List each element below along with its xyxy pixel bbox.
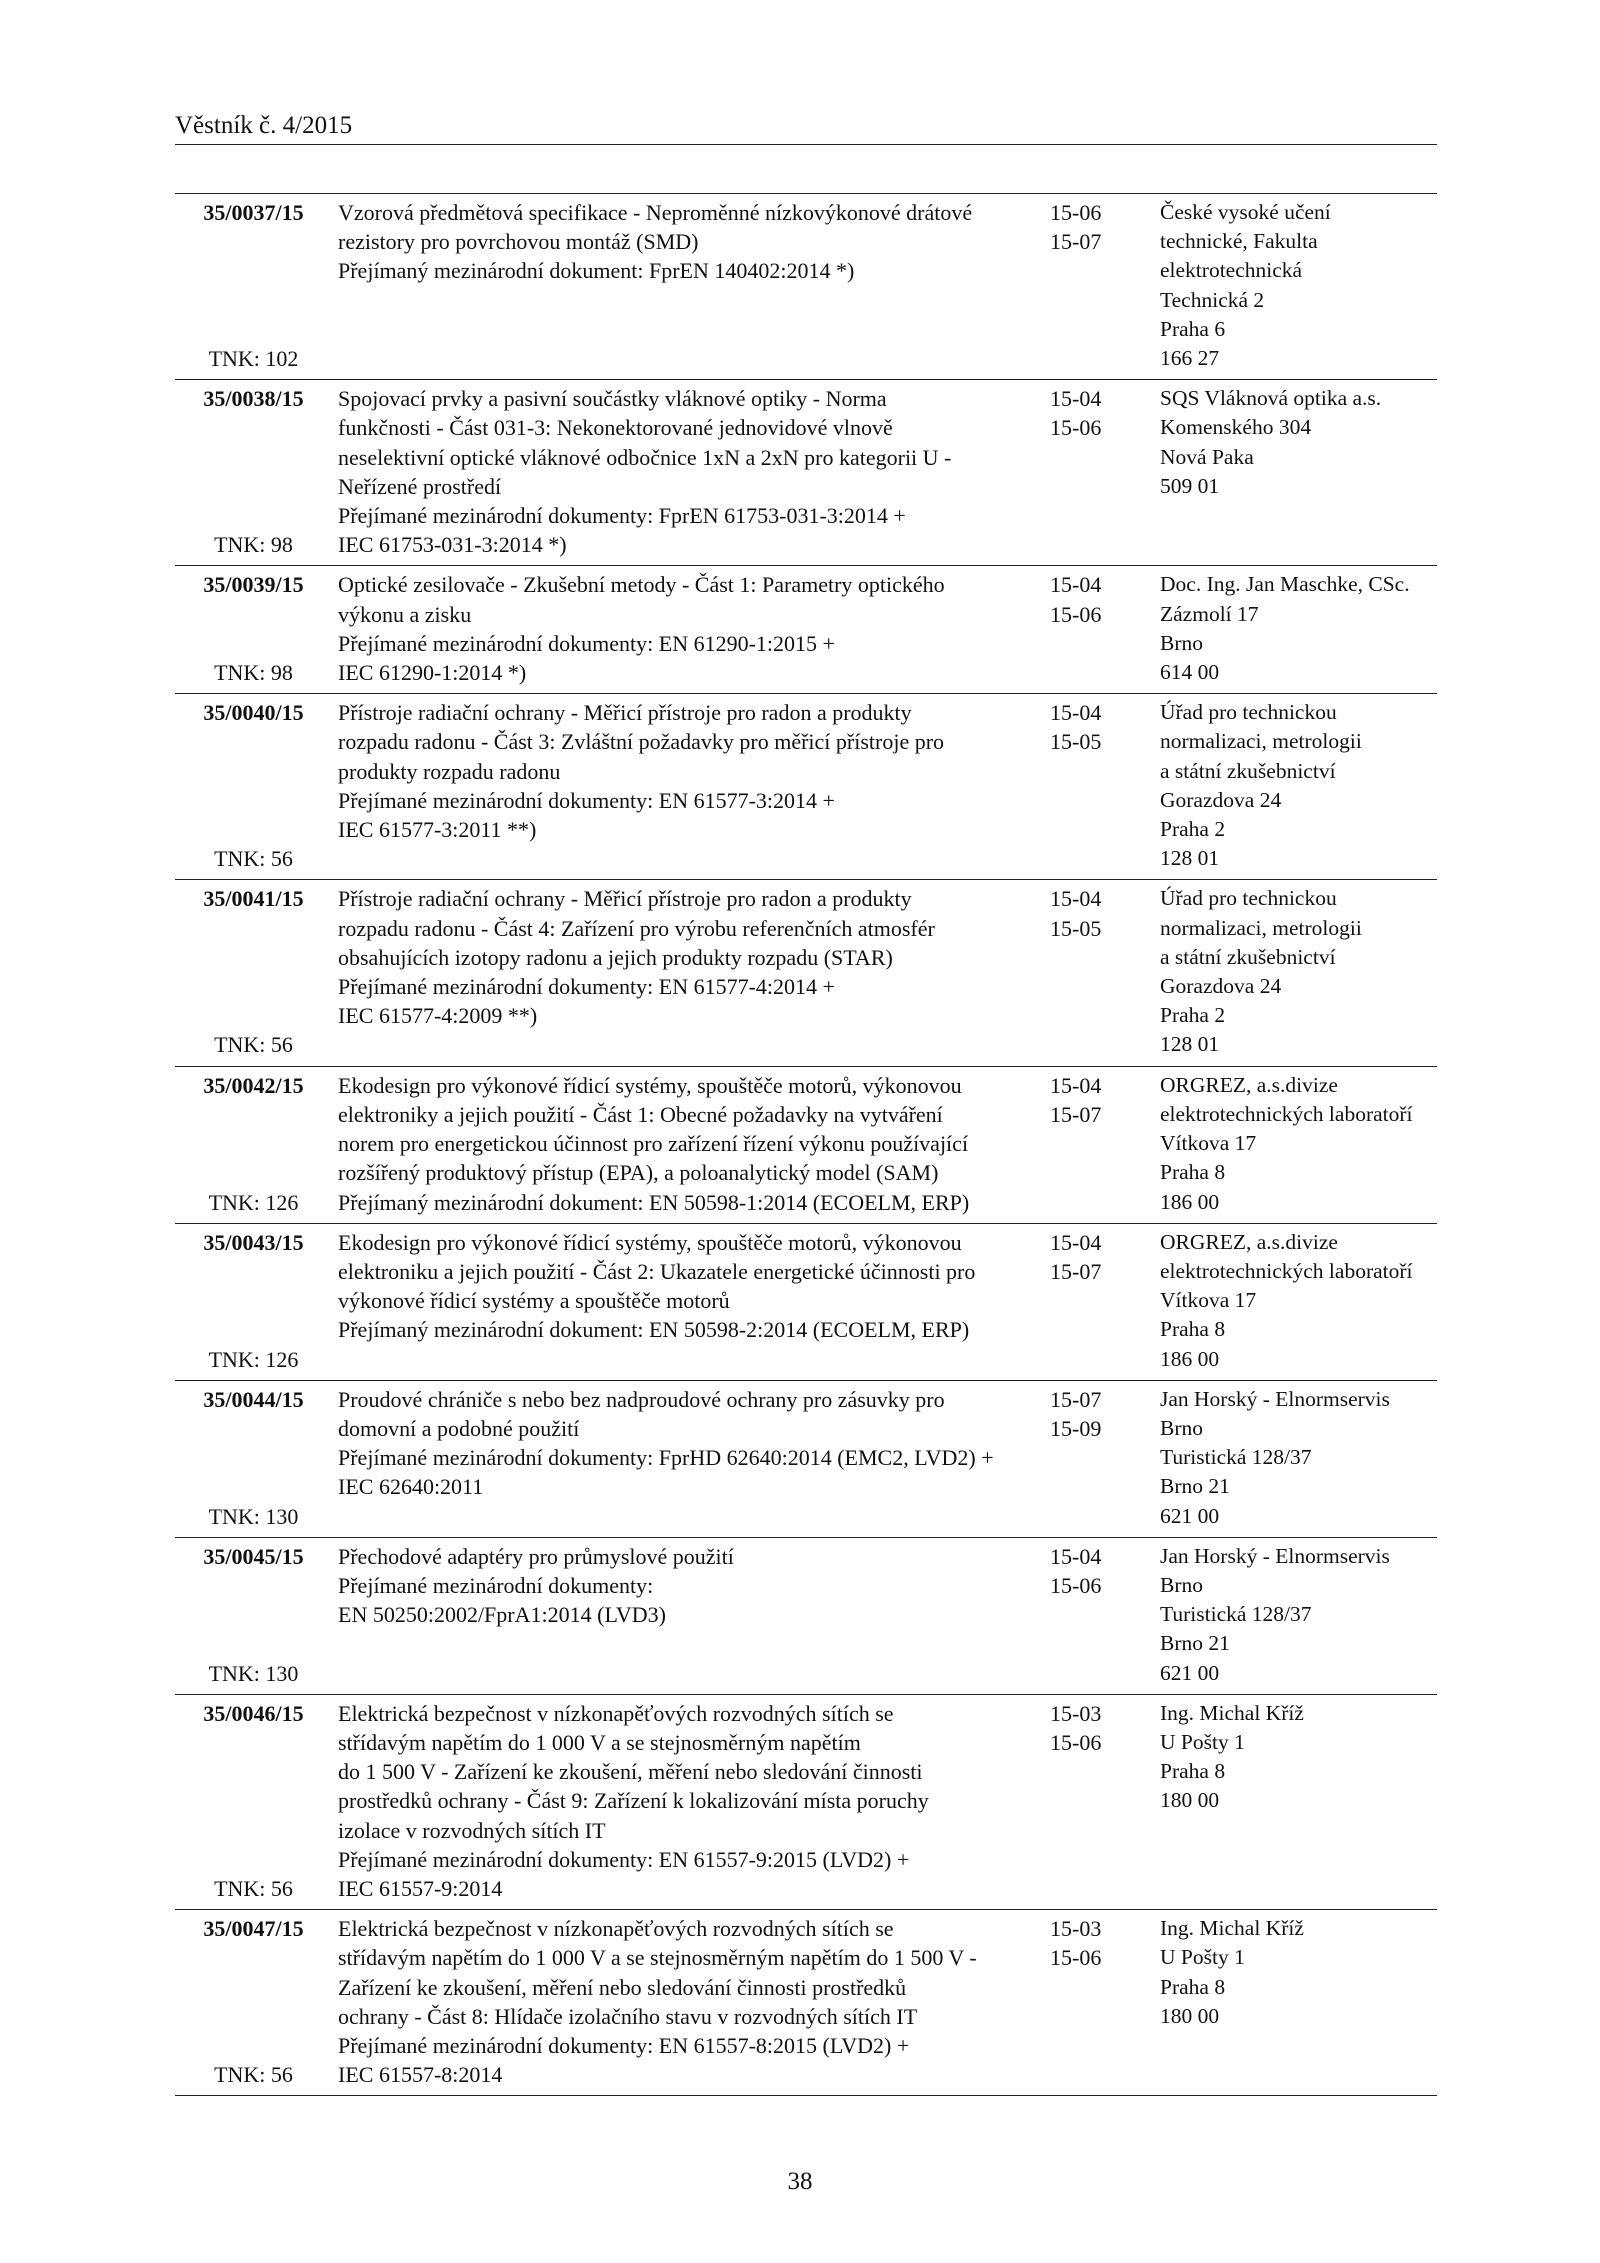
entry-address-line: Praha 2 xyxy=(1160,1003,1226,1028)
table-row xyxy=(175,1695,1437,1910)
entry-address-line: Zázmolí 17 xyxy=(1160,601,1259,626)
entry-title-line: do 1 500 V - Zařízení ke zkoušení, měření nebo sledování činnosti xyxy=(338,1759,923,1785)
entry-address xyxy=(1160,698,1437,873)
entry-address-line: normalizaci, metrologii xyxy=(1160,915,1362,940)
entry-address xyxy=(1160,1914,1437,2089)
entry-tnk: TNK: 130 xyxy=(208,1660,299,1686)
entry-dates-line: 15-05 xyxy=(1050,915,1102,941)
entry-title-line: Přejímaný mezinárodní dokument: EN 50598-1:2014 (ECOELM, ERP) xyxy=(338,1189,970,1215)
entry-number: 35/0040/15 xyxy=(203,700,304,726)
entry-address-line: technické, Fakulta xyxy=(1160,229,1318,254)
journal-title: Věstník č. 4/2015 xyxy=(175,112,353,139)
entry-tnk: TNK: 98 xyxy=(214,532,293,558)
entry-title-line: produkty rozpadu radonu xyxy=(338,758,561,784)
table-row xyxy=(175,1067,1437,1224)
entry-id-cell xyxy=(175,884,332,1059)
entry-dates xyxy=(1050,198,1160,373)
entry-id-cell xyxy=(175,570,332,687)
entry-address-line: 128 01 xyxy=(1160,1032,1220,1057)
entry-number: 35/0043/15 xyxy=(203,1229,304,1255)
entry-title-line: střídavým napětím do 1 000 V a se stejnosměrným napětím xyxy=(338,1729,861,1755)
table-row xyxy=(175,1910,1437,2096)
entry-dates-line: 15-06 xyxy=(1050,601,1102,627)
entry-number: 35/0037/15 xyxy=(203,200,304,225)
entry-address-line: U Pošty 1 xyxy=(1160,1729,1245,1754)
entry-address-line: Komenského 304 xyxy=(1160,415,1312,440)
entry-address-line: 186 00 xyxy=(1160,1189,1220,1214)
entry-dates-line: 15-09 xyxy=(1050,1415,1102,1441)
entry-dates-line: 15-06 xyxy=(1050,1729,1102,1755)
entry-dates xyxy=(1050,570,1160,687)
entry-number: 35/0046/15 xyxy=(203,1700,304,1726)
entry-tnk: TNK: 98 xyxy=(214,660,293,686)
entry-title-line: Ekodesign pro výkonové řídicí systémy, spouštěče motorů, výkonovou xyxy=(338,1229,962,1255)
entry-address xyxy=(1160,1385,1437,1531)
entry-title-line: IEC 61290-1:2014 *) xyxy=(338,660,527,686)
entry-dates xyxy=(1050,1071,1160,1217)
entry-dates-line: 15-07 xyxy=(1050,229,1102,255)
entry-title-line: Elektrická bezpečnost v nízkonapěťových rozvodných sítích se xyxy=(338,1916,894,1942)
entry-address-line: U Pošty 1 xyxy=(1160,1945,1245,1970)
entry-title-line: Přejímaný mezinárodní dokument: FprEN 140402:2014 *) xyxy=(338,258,855,284)
table-row xyxy=(175,566,1437,694)
page-number: 38 xyxy=(787,2168,813,2195)
entry-dates-line: 15-04 xyxy=(1050,886,1102,912)
entry-title-line: výkonové řídicí systémy a spouštěče motorů xyxy=(338,1288,730,1314)
entry-address-line: SQS Vláknová optika a.s. xyxy=(1160,386,1382,411)
entry-id-cell xyxy=(175,698,332,873)
table-row xyxy=(175,1224,1437,1381)
entry-number: 35/0041/15 xyxy=(203,886,304,912)
entry-address-line: 186 00 xyxy=(1160,1346,1220,1371)
entry-address-line: 166 27 xyxy=(1160,346,1220,371)
entry-dates-line: 15-06 xyxy=(1050,200,1102,225)
entry-dates-line: 15-04 xyxy=(1050,386,1102,412)
entry-title-line: Proudové chrániče s nebo bez nadproudové ochrany pro zásuvky pro xyxy=(338,1386,945,1412)
entry-tnk: TNK: 56 xyxy=(214,1875,293,1901)
entry-address-line: Gorazdova 24 xyxy=(1160,974,1282,999)
entry-dates-line: 15-04 xyxy=(1050,1072,1102,1098)
entry-id-cell xyxy=(175,384,332,559)
entry-dates-line: 15-06 xyxy=(1050,1572,1102,1598)
entry-address-line: Vítkova 17 xyxy=(1160,1288,1257,1313)
entry-address-line: Praha 8 xyxy=(1160,1317,1226,1342)
entry-title xyxy=(332,1071,1050,1217)
entry-title-line: Vzorová předmětová specifikace - Neproměnné nízkovýkonové drátové xyxy=(338,200,973,225)
entry-title-line: Přechodové adaptéry pro průmyslové použití xyxy=(338,1543,734,1569)
entry-title-line: obsahujících izotopy radonu a jejich produkty rozpadu (STAR) xyxy=(338,944,893,970)
entry-address-line: Jan Horský - Elnormservis xyxy=(1160,1543,1390,1568)
entry-dates-line: 15-06 xyxy=(1050,415,1102,441)
entry-title-line: Přejímané mezinárodní dokumenty: FprEN 61753-031-3:2014 + xyxy=(338,503,906,529)
entry-tnk: TNK: 56 xyxy=(214,2062,293,2088)
entry-title xyxy=(332,1385,1050,1531)
table-row xyxy=(175,380,1437,566)
entry-title-line: Přístroje radiační ochrany - Měřicí přístroje pro radon a produkty xyxy=(338,886,912,912)
entry-address-line: Gorazdova 24 xyxy=(1160,787,1282,812)
entry-address-line: Praha 2 xyxy=(1160,817,1226,842)
entry-dates-line: 15-03 xyxy=(1050,1916,1102,1942)
entry-tnk: TNK: 130 xyxy=(208,1503,299,1529)
entry-address-line: 509 01 xyxy=(1160,473,1220,498)
entry-dates-line: 15-07 xyxy=(1050,1258,1102,1284)
entry-address-line: Praha 8 xyxy=(1160,1974,1226,1999)
table-row xyxy=(175,1538,1437,1695)
entry-dates-line: 15-07 xyxy=(1050,1101,1102,1127)
entry-title-line: izolace v rozvodných sítích IT xyxy=(338,1817,606,1843)
entry-dates xyxy=(1050,1228,1160,1374)
entry-title-line: prostředků ochrany - Část 9: Zařízení k lokalizování místa poruchy xyxy=(338,1788,929,1814)
table-row xyxy=(175,880,1437,1066)
entry-title-line: elektroniku a jejich použití - Část 2: Ukazatele energetické účinnosti pro xyxy=(338,1258,976,1284)
entry-title-line: Přístroje radiační ochrany - Měřicí přístroje pro radon a produkty xyxy=(338,700,912,726)
entry-address-line: České vysoké učení xyxy=(1160,200,1331,224)
entry-address-line: Technická 2 xyxy=(1160,287,1265,312)
entry-title-line: EN 50250:2002/FprA1:2014 (LVD3) xyxy=(338,1602,666,1628)
entry-address-line: Ing. Michal Kříž xyxy=(1160,1700,1304,1725)
entry-title-line: Ekodesign pro výkonové řídicí systémy, spouštěče motorů, výkonovou xyxy=(338,1072,962,1098)
entry-address-line: Praha 6 xyxy=(1160,316,1226,341)
entry-tnk: TNK: 126 xyxy=(208,1346,299,1372)
entry-title-line: Zařízení ke zkoušení, měření nebo sledování činnosti prostředků xyxy=(338,1974,907,2000)
entry-dates-line: 15-05 xyxy=(1050,729,1102,755)
entry-title-line: Neřízené prostředí xyxy=(338,473,502,499)
entry-title-line: IEC 61557-8:2014 xyxy=(338,2062,503,2088)
entry-title-line: funkčnosti - Část 031-3: Nekonektorované jednovidové vlnově xyxy=(338,415,893,441)
entry-address-line: 128 01 xyxy=(1160,846,1220,871)
entry-address-line: a státní zkušebnictví xyxy=(1160,944,1336,969)
entry-address xyxy=(1160,1071,1437,1217)
entry-title-line: Přejímané mezinárodní dokumenty: EN 61557-9:2015 (LVD2) + xyxy=(338,1846,910,1872)
entry-title-line: IEC 61577-3:2011 **) xyxy=(338,817,537,843)
entry-address-line: Vítkova 17 xyxy=(1160,1131,1257,1156)
entry-title xyxy=(332,198,1050,373)
entry-dates-line: 15-03 xyxy=(1050,1700,1102,1726)
entry-title-line: rozpadu radonu - Část 4: Zařízení pro výrobu referenčních atmosfér xyxy=(338,915,935,941)
page-header xyxy=(175,112,1437,145)
entry-title xyxy=(332,384,1050,559)
entry-title-line: Optické zesilovače - Zkušební metody - Část 1: Parametry optického xyxy=(338,572,945,598)
entry-id-cell xyxy=(175,1699,332,1903)
table-row xyxy=(175,694,1437,880)
entry-address-line: Brno 21 xyxy=(1160,1631,1230,1656)
entry-address-line: 180 00 xyxy=(1160,2003,1220,2028)
entry-dates xyxy=(1050,384,1160,559)
entry-address-line: Turistická 128/37 xyxy=(1160,1602,1312,1627)
entry-dates-line: 15-06 xyxy=(1050,1945,1102,1971)
entry-title xyxy=(332,1914,1050,2089)
entry-title-line: Přejímané mezinárodní dokumenty: EN 61290-1:2015 + xyxy=(338,630,835,656)
entry-title-line: Přejímaný mezinárodní dokument: EN 50598-2:2014 (ECOELM, ERP) xyxy=(338,1317,970,1343)
entry-id-cell xyxy=(175,1542,332,1688)
entry-address-line: 621 00 xyxy=(1160,1503,1220,1528)
entry-address-line: normalizaci, metrologii xyxy=(1160,729,1362,754)
entry-address-line: Brno 21 xyxy=(1160,1474,1230,1499)
entry-address-line: Nová Paka xyxy=(1160,444,1254,469)
entry-number: 35/0047/15 xyxy=(203,1916,304,1942)
entry-dates-line: 15-04 xyxy=(1050,1543,1102,1569)
entry-address-line: elektrotechnických laboratoří xyxy=(1160,1258,1413,1283)
entry-address-line: Brno xyxy=(1160,630,1203,655)
entry-address-line: Úřad pro technickou xyxy=(1160,886,1337,911)
entry-title xyxy=(332,1699,1050,1903)
entry-title-line: IEC 61557-9:2014 xyxy=(338,1875,503,1901)
entry-title-line: elektroniky a jejich použití - Část 1: Obecné požadavky na vytváření xyxy=(338,1101,943,1127)
entry-title-line: Elektrická bezpečnost v nízkonapěťových rozvodných sítích se xyxy=(338,1700,894,1726)
entry-number: 35/0042/15 xyxy=(203,1072,304,1098)
entry-title-line: Přejímané mezinárodní dokumenty: EN 61577-3:2014 + xyxy=(338,787,835,813)
entry-title-line: Přejímané mezinárodní dokumenty: FprHD 62640:2014 (EMC2, LVD2) + xyxy=(338,1445,994,1471)
entry-title-line: Přejímané mezinárodní dokumenty: EN 61577-4:2014 + xyxy=(338,974,835,1000)
entry-address xyxy=(1160,1228,1437,1374)
entry-title-line: ochrany - Část 8: Hlídače izolačního stavu v rozvodných sítích IT xyxy=(338,2003,918,2029)
entry-title-line: rezistory pro povrchovou montáž (SMD) xyxy=(338,229,699,255)
entry-address-line: Doc. Ing. Jan Maschke, CSc. xyxy=(1160,572,1410,597)
entry-number: 35/0039/15 xyxy=(203,572,304,598)
entry-address-line: a státní zkušebnictví xyxy=(1160,758,1336,783)
entry-dates xyxy=(1050,1542,1160,1688)
entry-address-line: Úřad pro technickou xyxy=(1160,700,1337,725)
entry-address-line: Praha 8 xyxy=(1160,1759,1226,1784)
entry-address xyxy=(1160,1699,1437,1903)
entry-address-line: Brno xyxy=(1160,1572,1203,1597)
entry-title xyxy=(332,570,1050,687)
entry-title-line: rozšířený produktový přístup (EPA), a poloanalytický model (SAM) xyxy=(338,1160,939,1186)
entry-title-line: IEC 61753-031-3:2014 *) xyxy=(338,532,567,558)
entry-title xyxy=(332,698,1050,873)
table-row xyxy=(175,194,1437,380)
entry-dates xyxy=(1050,1385,1160,1531)
entry-address-line: ORGREZ, a.s.divize xyxy=(1160,1072,1338,1097)
entry-title-line: domovní a podobné použití xyxy=(338,1415,580,1441)
entry-dates-line: 15-04 xyxy=(1050,572,1102,598)
entry-tnk: TNK: 56 xyxy=(214,1032,293,1058)
entry-title-line: výkonu a zisku xyxy=(338,601,472,627)
entry-address xyxy=(1160,198,1437,373)
entry-address xyxy=(1160,884,1437,1059)
entry-title-line: neselektivní optické vláknové odbočnice 1xN a 2xN pro kategorii U - xyxy=(338,444,952,470)
entry-title xyxy=(332,1542,1050,1688)
entry-title xyxy=(332,884,1050,1059)
entry-id-cell xyxy=(175,1385,332,1531)
entry-title-line: norem pro energetickou účinnost pro zařízení řízení výkonu používající xyxy=(338,1131,969,1157)
entry-title-line: IEC 61577-4:2009 **) xyxy=(338,1003,538,1029)
entry-address-line: elektrotechnická xyxy=(1160,258,1303,283)
table-row xyxy=(175,1381,1437,1538)
entry-number: 35/0045/15 xyxy=(203,1543,304,1569)
standards-table xyxy=(175,193,1437,2096)
entry-title-line: Přejímané mezinárodní dokumenty: EN 61557-8:2015 (LVD2) + xyxy=(338,2032,910,2058)
entry-dates-line: 15-04 xyxy=(1050,700,1102,726)
entry-address-line: ORGREZ, a.s.divize xyxy=(1160,1229,1338,1254)
entry-tnk: TNK: 102 xyxy=(208,346,299,372)
entry-title-line: Přejímané mezinárodní dokumenty: xyxy=(338,1572,654,1598)
entry-dates xyxy=(1050,698,1160,873)
entry-address xyxy=(1160,570,1437,687)
entry-title-line: IEC 62640:2011 xyxy=(338,1474,484,1500)
entry-title-line: Spojovací prvky a pasivní součástky vláknové optiky - Norma xyxy=(338,386,887,412)
entry-title xyxy=(332,1228,1050,1374)
entry-address-line: 621 00 xyxy=(1160,1660,1220,1685)
entry-dates-line: 15-07 xyxy=(1050,1386,1102,1412)
entry-title-line: rozpadu radonu - Část 3: Zvláštní požadavky pro měřicí přístroje pro xyxy=(338,729,945,755)
entry-address-line: 614 00 xyxy=(1160,660,1220,685)
entry-tnk: TNK: 126 xyxy=(208,1189,299,1215)
entry-number: 35/0044/15 xyxy=(203,1386,304,1412)
entry-address-line: Jan Horský - Elnormservis xyxy=(1160,1386,1390,1411)
entry-number: 35/0038/15 xyxy=(203,386,304,412)
entry-id-cell xyxy=(175,1914,332,2089)
entry-address xyxy=(1160,384,1437,559)
entry-title-line: střídavým napětím do 1 000 V a se stejnosměrným napětím do 1 500 V - xyxy=(338,1945,977,1971)
entry-address-line: 180 00 xyxy=(1160,1788,1220,1813)
entry-dates-line: 15-04 xyxy=(1050,1229,1102,1255)
entry-address-line: Turistická 128/37 xyxy=(1160,1445,1312,1470)
entry-dates xyxy=(1050,1699,1160,1903)
entry-id-cell xyxy=(175,1071,332,1217)
entry-dates xyxy=(1050,884,1160,1059)
entry-address-line: Brno xyxy=(1160,1415,1203,1440)
entry-address xyxy=(1160,1542,1437,1688)
entry-id-cell xyxy=(175,1228,332,1374)
entry-address-line: Praha 8 xyxy=(1160,1160,1226,1185)
entry-address-line: elektrotechnických laboratoří xyxy=(1160,1101,1413,1126)
entry-dates xyxy=(1050,1914,1160,2089)
entry-tnk: TNK: 56 xyxy=(214,846,293,872)
entry-address-line: Ing. Michal Kříž xyxy=(1160,1916,1304,1941)
entry-id-cell xyxy=(175,198,332,373)
